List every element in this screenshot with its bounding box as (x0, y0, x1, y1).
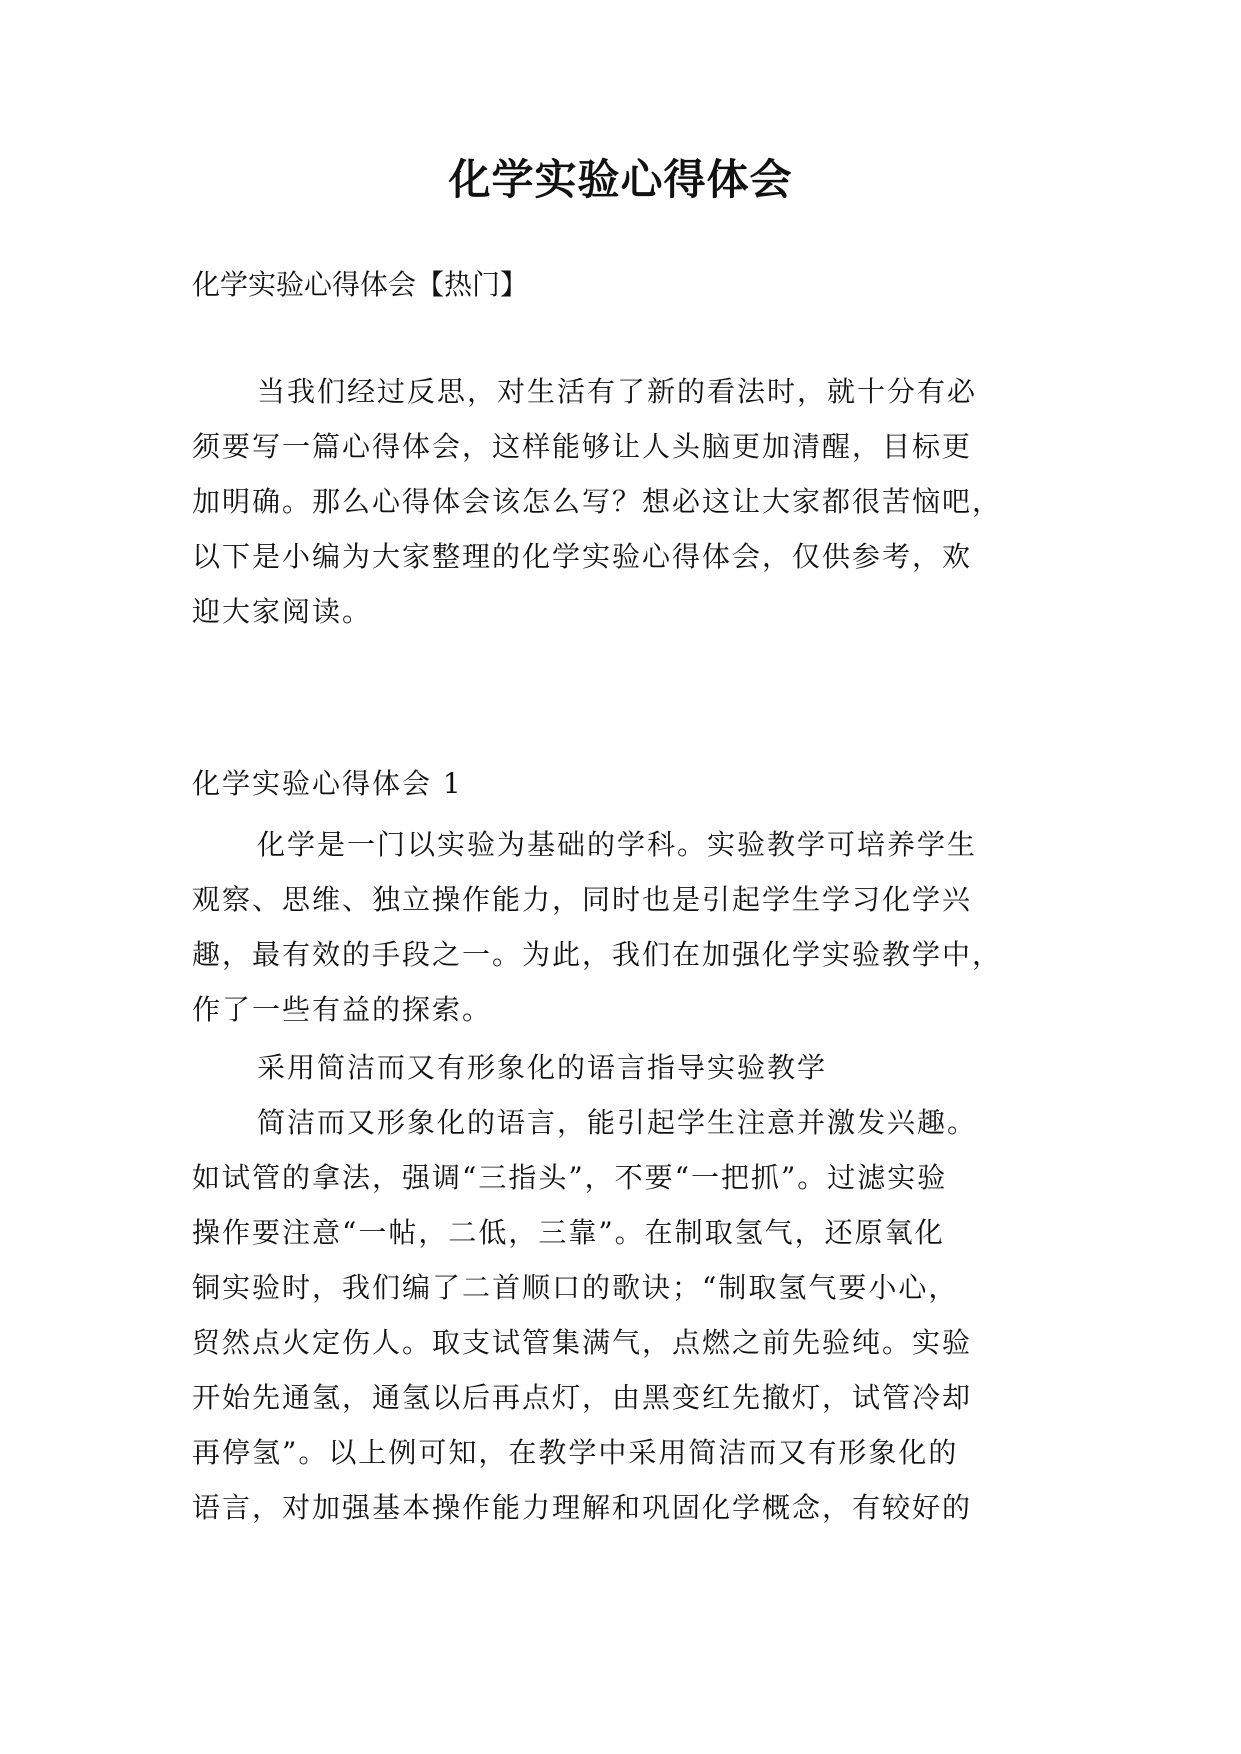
intro-line: 以下是小编为大家整理的化学实验心得体会，仅供参考，欢 (192, 540, 973, 573)
intro-paragraph (192, 364, 1072, 639)
paragraph-line: 简洁而又形象化的语言，能引起学生注意并激发兴趣。 (257, 1106, 978, 1139)
section-1-paragraph-1 (192, 817, 1072, 1037)
intro-line: 须要写一篇心得体会，这样能够让人头脑更加清醒，目标更 (192, 430, 973, 463)
paragraph-line: 铜实验时，我们编了二首顺口的歌诀；“制取氢气要小心， (192, 1271, 959, 1304)
paragraph-line: 作了一些有益的探索。 (192, 993, 493, 1026)
paragraph-line: 贸然点火定伤人。取支试管集满气，点燃之前先验纯。实验 (192, 1326, 973, 1359)
section-1-paragraph-2 (192, 1095, 1072, 1535)
paragraph-line: 如试管的拿法，强调“三指头”，不要“一把抓”。过滤实验 (192, 1161, 948, 1194)
paragraph-line: 语言，对加强基本操作能力理解和巩固化学概念，有较好的 (192, 1491, 973, 1524)
intro-line: 当我们经过反思，对生活有了新的看法时，就十分有必 (257, 375, 978, 408)
section-1-subheading: 采用简洁而又有形象化的语言指导实验教学 (257, 1051, 828, 1084)
document-title: 化学实验心得体会 (448, 155, 793, 204)
document-subtitle: 化学实验心得体会【热门】 (192, 268, 529, 301)
paragraph-line: 趣，最有效的手段之一。为此，我们在加强化学实验教学中， (192, 938, 1003, 971)
paragraph-line: 化学是一门以实验为基础的学科。实验教学可培养学生 (257, 828, 978, 861)
paragraph-line: 观察、思维、独立操作能力，同时也是引起学生学习化学兴 (192, 883, 973, 916)
section-1-title: 化学实验心得体会 1 (192, 767, 463, 800)
paragraph-line: 开始先通氢，通氢以后再点灯，由黑变红先撤灯，试管冷却 (192, 1381, 973, 1414)
intro-line: 迎大家阅读。 (192, 595, 373, 628)
paragraph-line: 操作要注意“一帖，二低，三靠”。在制取氢气，还原氧化 (192, 1216, 945, 1249)
intro-line: 加明确。那么心得体会该怎么写？想必这让大家都很苦恼吧， (192, 485, 1003, 518)
paragraph-line: 再停氢”。以上例可知，在教学中采用简洁而又有形象化的 (192, 1436, 959, 1469)
